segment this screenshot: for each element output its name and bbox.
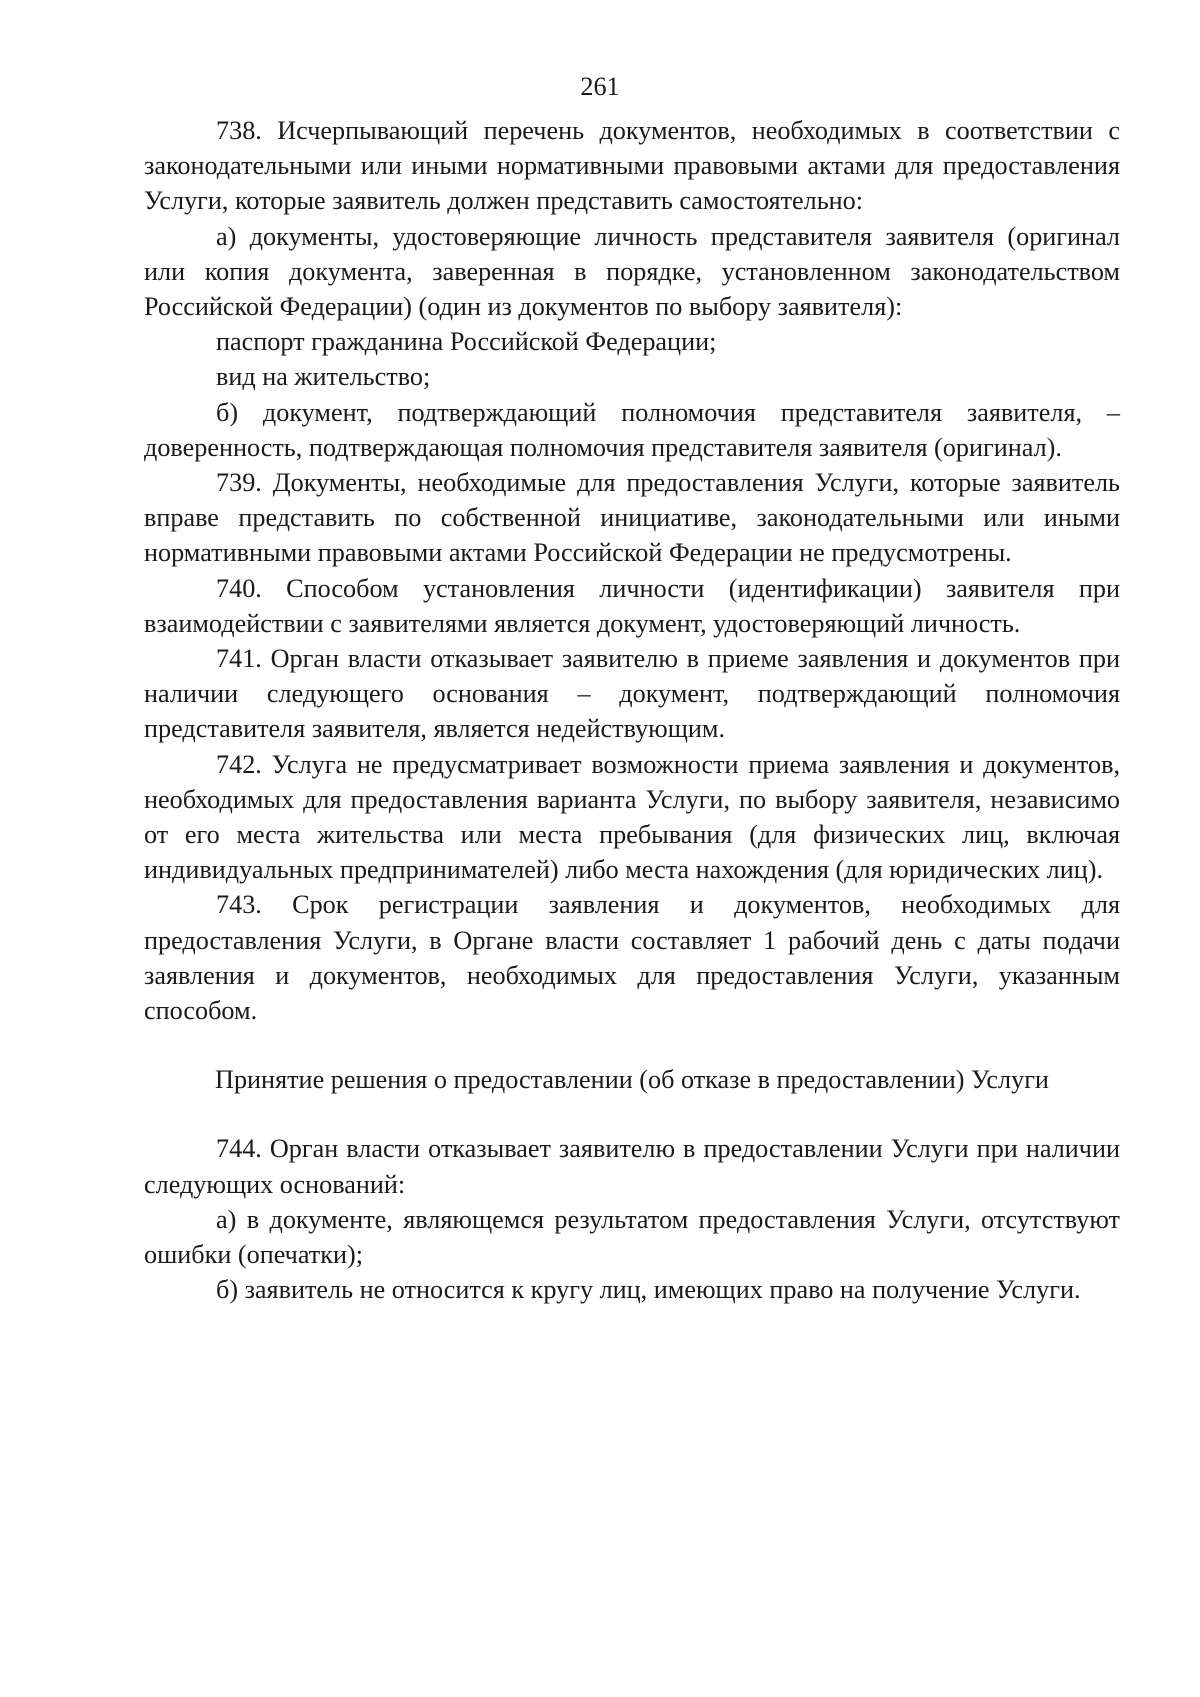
page-number: 261 bbox=[580, 72, 620, 101]
paragraph-744: 744. Орган власти отказывает заявителю в предоставлении Услуги при наличии следующих оснований: bbox=[144, 1134, 1120, 1199]
paragraph-743: 743. Срок регистрации заявления и документов, необходимых для предоставления Услуги, в Органе власти составляет 1 рабочий день с даты подачи заявления и документов, необходимых для предоставления Услуги, указанным способом. bbox=[144, 890, 1120, 1026]
paragraph-744-a: а) в документе, являющемся результатом предоставления Услуги, отсутствуют ошибки (опечатки); bbox=[144, 1204, 1120, 1270]
list-item-passport: паспорт гражданина Российской Федерации; bbox=[216, 327, 717, 357]
paragraph-740: 740. Способом установления личности (идентификации) заявителя при взаимодействии с заявителями является документ, удостоверяющий личность. bbox=[144, 573, 1120, 638]
paragraph-742: 742. Услуга не предусматривает возможности приема заявления и документов, необходимых для предоставления варианта Услуги, по выбору заявителя, независимо от его места жительства или места пребывания (для физических лиц, включая индивидуальных предпринимателей) либо места нахождения (для юридических лиц). bbox=[144, 749, 1120, 885]
list-item-residence-permit: вид на жительство; bbox=[216, 362, 431, 392]
paragraph-738-b: б) документ, подтверждающий полномочия представителя заявителя, – доверенность, подтверждающая полномочия представителя заявителя (оригинал). bbox=[144, 397, 1120, 462]
paragraph-739: 739. Документы, необходимые для предоставления Услуги, которые заявитель вправе представить по собственной инициативе, законодательными или иными нормативными правовыми актами Российской Федерации не предусмотрены. bbox=[144, 468, 1120, 568]
document-body bbox=[144, 113, 1120, 1308]
paragraph-738-a: а) документы, удостоверяющие личность представителя заявителя (оригинал или копия документа, заверенная в порядке, установленном законодательством Российской Федерации) (один из документов по выбору заявителя): bbox=[144, 221, 1120, 322]
paragraph-741: 741. Орган власти отказывает заявителю в приеме заявления и документов при наличии следующего основания – документ, подтверждающий полномочия представителя заявителя, является недействующим. bbox=[144, 644, 1120, 744]
paragraph-738: 738. Исчерпывающий перечень документов, необходимых в соответствии с законодательными или иными нормативными правовыми актами для предоставления Услуги, которые заявитель должен представить самостоятельно: bbox=[144, 116, 1120, 216]
paragraph-744-b: б) заявитель не относится к кругу лиц, имеющих право на получение Услуги. bbox=[216, 1275, 1081, 1305]
section-heading: Принятие решения о предоставлении (об отказе в предоставлении) Услуги bbox=[215, 1065, 1049, 1095]
